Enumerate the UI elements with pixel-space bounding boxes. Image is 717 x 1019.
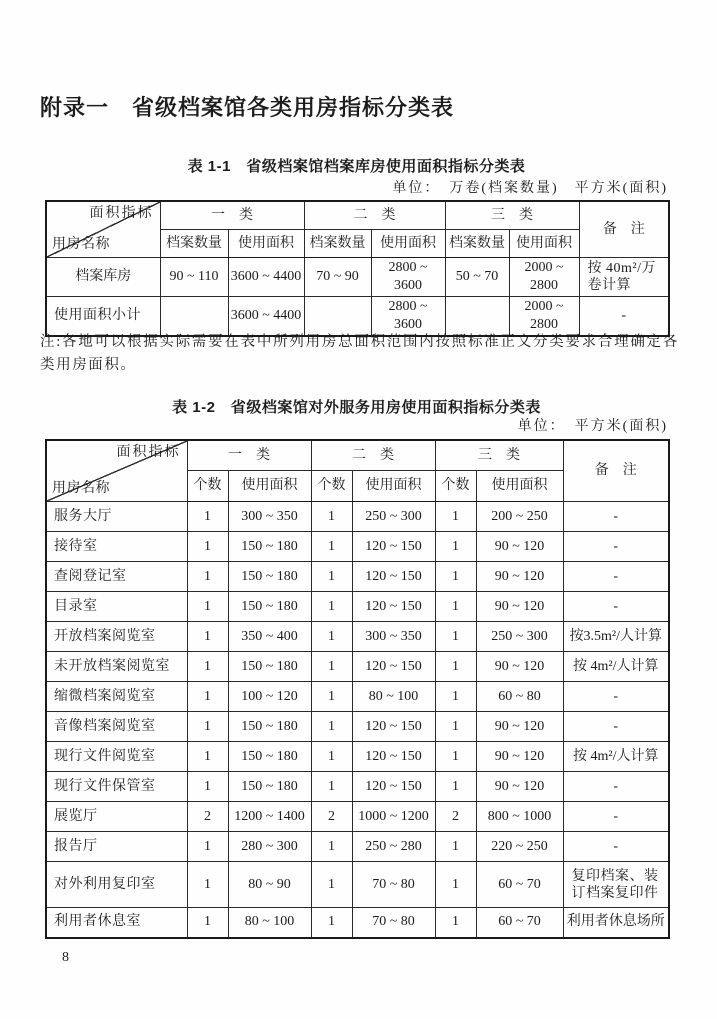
value-cell: 90 ~ 120 [476,742,563,772]
value-cell: 1 [187,652,228,682]
table-row [46,862,669,908]
value-cell: 80 ~ 100 [228,908,311,938]
value-cell: 120 ~ 150 [352,592,435,622]
table2-unit-label: 单位： 平方米(面积) [517,419,668,434]
table-row [46,502,669,532]
value-cell: 350 ~ 400 [228,622,311,652]
value-cell: 1 [311,652,352,682]
value-cell: 70 ~ 90 [304,258,371,297]
value-cell: 1 [187,622,228,652]
remark-cell: - [563,592,669,622]
room-name-cell: 未开放档案阅览室 [46,652,187,682]
value-cell: 150 ~ 180 [228,742,311,772]
value-cell: 1 [187,908,228,938]
value-cell: 90 ~ 120 [476,532,563,562]
room-name-cell: 缩微档案阅览室 [46,682,187,712]
value-cell: 1 [187,712,228,742]
value-cell: 90 ~ 120 [476,652,563,682]
table-header-row [46,201,669,230]
value-cell: 1 [311,532,352,562]
value-cell: 120 ~ 150 [352,712,435,742]
room-name-cell: 使用面积小计 [46,297,160,337]
room-name-cell: 服务大厅 [46,502,187,532]
table1-caption: 表 1-1 省级档案馆档案库房使用面积指标分类表 [187,158,526,175]
value-cell: 120 ~ 150 [352,562,435,592]
remark-cell: 按 4m²/人计算 [563,742,669,772]
note-text: 注:各地可以根据实际需要在表中所列用房总面积范围内按照标准正文分类要求合理确定各类用房面积。 [40,334,679,373]
value-cell: 1 [435,562,476,592]
value-cell: 1 [187,832,228,862]
remark-cell: - [563,682,669,712]
remark-cell: 利用者休息场所 [563,908,669,938]
value-cell: 50 ~ 70 [445,258,509,297]
value-cell: 1200 ~ 1400 [228,802,311,832]
value-cell: 2800 ~ 3600 [371,258,445,297]
value-cell: 1 [311,622,352,652]
room-name-cell: 音像档案阅览室 [46,712,187,742]
value-cell: 200 ~ 250 [476,502,563,532]
group-header-class1: 一 类 [160,201,304,230]
table-row [46,532,669,562]
value-cell: 150 ~ 180 [228,772,311,802]
room-name-cell: 报告厅 [46,832,187,862]
group-header-class2: 二 类 [311,440,435,471]
value-cell: 90 ~ 120 [476,772,563,802]
room-name-cell: 利用者休息室 [46,908,187,938]
page-number: 8 [62,950,69,965]
group-header-class1: 一 类 [187,440,311,471]
corner-cell [46,440,187,502]
room-name-cell: 查阅登记室 [46,562,187,592]
table1-unit-label: 单位： 万卷(档案数量) 平方米(面积) [392,181,668,196]
value-cell: 280 ~ 300 [228,832,311,862]
sub-header: 使用面积 [371,230,445,258]
value-cell: 120 ~ 150 [352,742,435,772]
value-cell: 100 ~ 120 [228,682,311,712]
table2-caption: 表 1-2 省级档案馆对外服务用房使用面积指标分类表 [172,399,541,416]
sub-header: 档案数量 [304,230,371,258]
value-cell: 150 ~ 180 [228,712,311,742]
remark-cell: - [563,772,669,802]
value-cell: 1000 ~ 1200 [352,802,435,832]
value-cell: 1 [435,832,476,862]
value-cell: 1 [311,502,352,532]
value-cell: 1 [311,832,352,862]
table-row [46,772,669,802]
value-cell: 1 [187,742,228,772]
value-cell: 90 ~ 120 [476,592,563,622]
value-cell: 1 [187,772,228,802]
value-cell: 2 [187,802,228,832]
value-cell: 1 [187,682,228,712]
value-cell: 1 [311,772,352,802]
sub-header: 使用面积 [509,230,579,258]
value-cell: 1 [435,532,476,562]
value-cell: 1 [311,592,352,622]
value-cell: 2800 ~ 3600 [371,297,445,337]
value-cell: 3600 ~ 4400 [228,258,304,297]
value-cell: 80 ~ 100 [352,682,435,712]
value-cell: 1 [311,908,352,938]
room-name-cell: 对外利用复印室 [46,862,187,908]
room-name-cell: 现行文件保管室 [46,772,187,802]
table-row [46,832,669,862]
value-cell: 1 [435,622,476,652]
sub-header: 使用面积 [476,471,563,502]
value-cell: 90 ~ 120 [476,712,563,742]
value-cell: 150 ~ 180 [228,652,311,682]
value-cell: 1 [311,712,352,742]
sub-header: 档案数量 [445,230,509,258]
remark-cell: - [579,297,669,337]
value-cell: 1 [435,772,476,802]
room-name-cell: 开放档案阅览室 [46,622,187,652]
value-cell: 90 ~ 120 [476,562,563,592]
remark-cell: - [563,832,669,862]
value-cell: 1 [187,862,228,908]
value-cell: 220 ~ 250 [476,832,563,862]
remark-cell: - [563,502,669,532]
storage-room-table [45,200,670,337]
remark-cell: 按3.5m²/人计算 [563,622,669,652]
value-cell: 150 ~ 180 [228,592,311,622]
value-cell: 90 ~ 110 [160,258,228,297]
value-cell: 300 ~ 350 [228,502,311,532]
remark-cell: - [563,802,669,832]
remark-cell: 按 4m²/人计算 [563,652,669,682]
value-cell: 2 [435,802,476,832]
table-row [46,742,669,772]
value-cell: 250 ~ 300 [476,622,563,652]
value-cell: 800 ~ 1000 [476,802,563,832]
value-cell: 2000 ~ 2800 [509,297,579,337]
table-row [46,562,669,592]
corner-top-label: 面积指标 [89,206,154,221]
service-room-table [45,439,670,939]
remark-cell: 复印档案、装订档案复印件 [563,862,669,908]
table-row [46,712,669,742]
room-name-cell: 档案库房 [46,258,160,297]
value-cell: 1 [435,502,476,532]
remark-header: 备 注 [579,201,669,258]
remark-cell: - [563,712,669,742]
page-title: 附录一 省级档案馆各类用房指标分类表 [40,95,455,120]
table-row [46,258,669,297]
table-row [46,682,669,712]
table-row [46,592,669,622]
value-cell: 80 ~ 90 [228,862,311,908]
sub-header: 个数 [311,471,352,502]
value-cell: 2 [311,802,352,832]
value-cell: 1 [435,592,476,622]
corner-bottom-label: 用房名称 [52,481,110,496]
corner-bottom-label: 用房名称 [52,237,110,252]
table-row [46,802,669,832]
value-cell: 1 [311,742,352,772]
room-name-cell: 现行文件阅览室 [46,742,187,772]
remark-cell: - [563,562,669,592]
sub-header: 个数 [435,471,476,502]
value-cell: 150 ~ 180 [228,562,311,592]
value-cell: 1 [311,862,352,908]
value-cell: 1 [311,682,352,712]
corner-cell [46,201,160,258]
group-header-class3: 三 类 [445,201,579,230]
table-header-row [46,440,669,471]
value-cell: 2000 ~ 2800 [509,258,579,297]
sub-header: 个数 [187,471,228,502]
value-cell: 250 ~ 280 [352,832,435,862]
value-cell: 1 [187,562,228,592]
value-cell: 1 [435,908,476,938]
value-cell: 1 [187,532,228,562]
value-cell: 3600 ~ 4400 [228,297,304,337]
value-cell: 70 ~ 80 [352,862,435,908]
value-cell: 300 ~ 350 [352,622,435,652]
value-cell: 1 [435,742,476,772]
table-row [46,622,669,652]
value-cell: 1 [187,502,228,532]
value-cell: 250 ~ 300 [352,502,435,532]
table-row [46,908,669,938]
value-cell: 1 [187,592,228,622]
value-cell: 1 [311,562,352,592]
value-cell: 60 ~ 80 [476,682,563,712]
room-name-cell: 目录室 [46,592,187,622]
value-cell: 60 ~ 70 [476,862,563,908]
sub-header: 档案数量 [160,230,228,258]
room-name-cell: 接待室 [46,532,187,562]
room-name-cell: 展览厅 [46,802,187,832]
sub-header: 使用面积 [228,471,311,502]
value-cell: 120 ~ 150 [352,772,435,802]
value-cell: 1 [435,712,476,742]
remark-header: 备 注 [563,440,669,502]
table-row [46,652,669,682]
value-cell: 1 [435,652,476,682]
value-cell: 70 ~ 80 [352,908,435,938]
value-cell: 120 ~ 150 [352,652,435,682]
value-cell: 1 [435,682,476,712]
sub-header: 使用面积 [352,471,435,502]
value-cell: 60 ~ 70 [476,908,563,938]
remark-cell: - [563,532,669,562]
value-cell: 1 [435,862,476,908]
corner-top-label: 面积指标 [116,445,181,460]
value-cell: 150 ~ 180 [228,532,311,562]
group-header-class2: 二 类 [304,201,445,230]
sub-header: 使用面积 [228,230,304,258]
group-header-class3: 三 类 [435,440,563,471]
remark-cell: 按 40m²/万卷计算 [579,258,669,297]
value-cell: 120 ~ 150 [352,532,435,562]
